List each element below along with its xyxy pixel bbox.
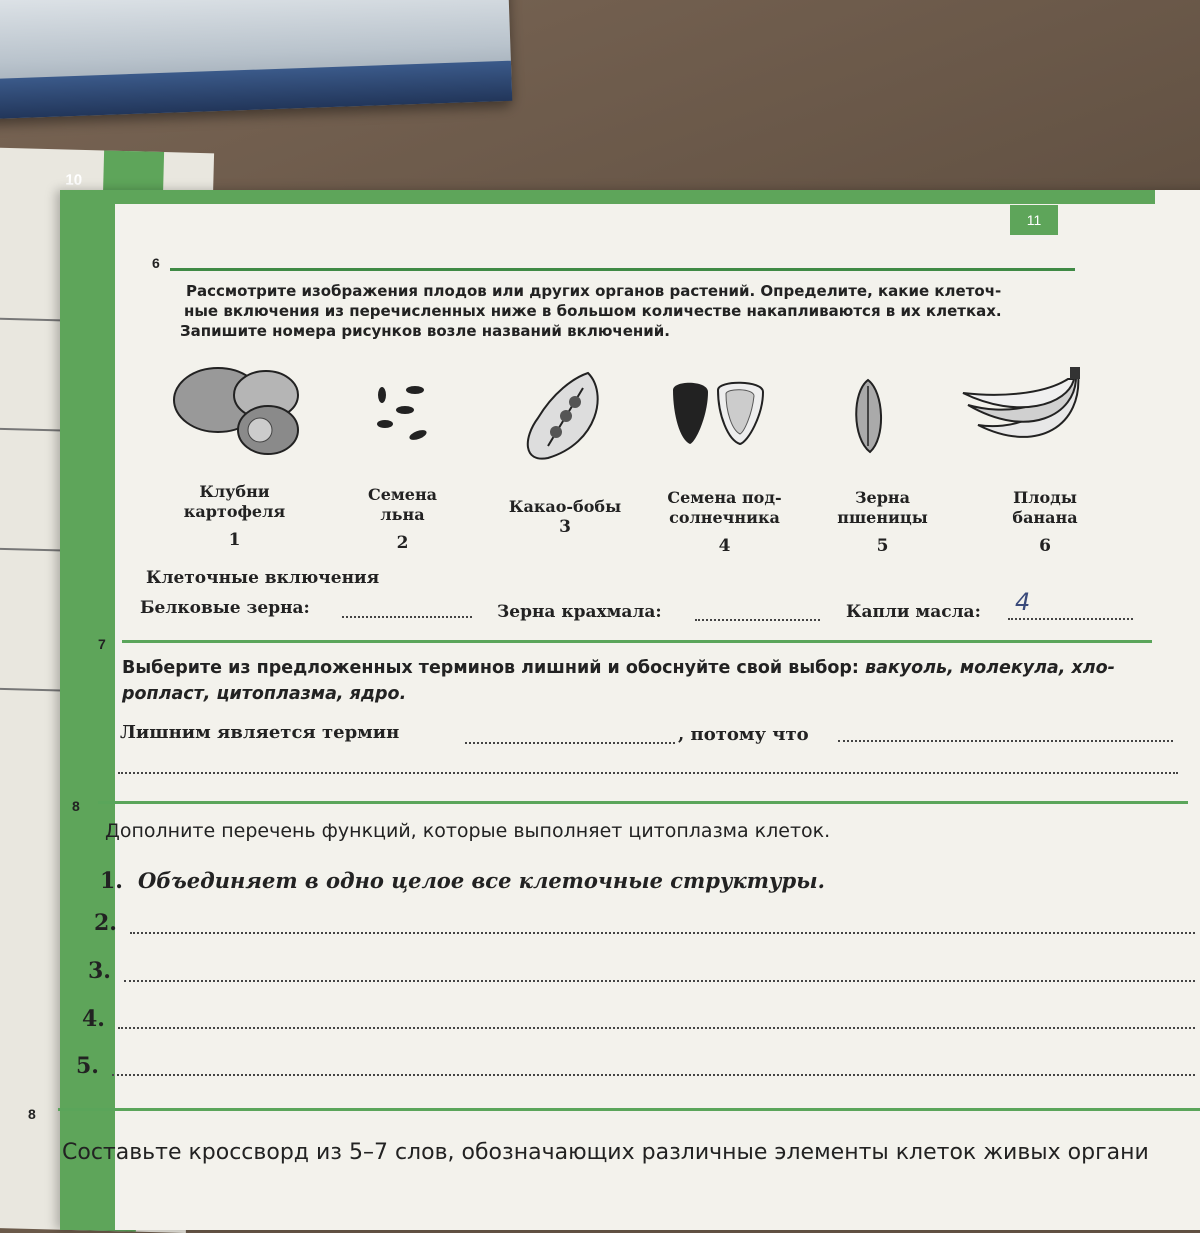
caption-flax xyxy=(345,485,460,553)
task8-item-number: 5. xyxy=(76,1053,99,1079)
wheat-grain-icon xyxy=(848,378,888,454)
task6-instruction-line3: Запишите номера рисунков возле названий включений. xyxy=(180,322,670,340)
caption-number: 4 xyxy=(718,536,731,556)
task7-number: 7 xyxy=(98,636,106,652)
task8-answer-line[interactable] xyxy=(124,980,1195,982)
task8-rule xyxy=(98,801,1188,804)
task6-instruction-line1: Рассмотрите изображения плодов или других органов растений. Определите, какие клеточ- xyxy=(186,282,1002,300)
task7-terms: вакуоль, молекула, хло- xyxy=(865,658,1115,678)
task8-item-number: 4. xyxy=(82,1006,105,1032)
caption-number: 6 xyxy=(1039,536,1051,556)
caption-line: солнечника xyxy=(669,508,780,527)
cocoa-pod-icon xyxy=(518,368,608,463)
task7-instruction: Выберите из предложенных терминов лишний и обоснуйте свой выбор: xyxy=(122,658,865,678)
task6-rule xyxy=(170,268,1075,271)
task8-instruction: Дополните перечень функций, которые выполняет цитоплазма клеток. xyxy=(105,820,831,842)
task6-number: 6 xyxy=(152,255,160,271)
task9-number: 8 xyxy=(28,1106,36,1122)
protein-grains-answer-line[interactable] xyxy=(342,616,472,618)
caption-line: пшеницы xyxy=(837,508,928,527)
task7-terms-line2: ропласт, цитоплазма, ядро. xyxy=(122,684,407,704)
caption-banana xyxy=(990,488,1100,556)
task8-answer-line[interactable] xyxy=(130,932,1195,934)
task8-answer-line[interactable] xyxy=(118,1027,1195,1029)
left-page-number: 10 xyxy=(65,171,83,189)
task8-number: 8 xyxy=(72,798,80,814)
caption-wheat xyxy=(820,488,945,556)
caption-number: 2 xyxy=(396,533,409,553)
task7-rule xyxy=(122,640,1152,643)
task8-item-number: 2. xyxy=(94,910,117,936)
caption-potato xyxy=(172,482,297,550)
page-green-top xyxy=(115,190,1155,204)
task7-answer-middle: , потому что xyxy=(678,724,809,745)
task7-answer-prefix: Лишним является термин xyxy=(120,722,400,743)
task7-reason-answer-line[interactable] xyxy=(838,740,1173,742)
task8-item-number: 3. xyxy=(88,958,111,984)
caption-line: Плоды xyxy=(1013,488,1077,507)
task7-instruction-line1 xyxy=(122,658,1115,678)
page-number: 11 xyxy=(1010,205,1058,235)
starch-grains-answer-line[interactable] xyxy=(695,619,820,621)
caption-line: Зерна xyxy=(855,488,910,507)
sunflower-seed-icon xyxy=(668,380,768,450)
book-on-table xyxy=(0,0,512,119)
caption-number: 1 xyxy=(228,530,241,550)
task7-term-answer-line[interactable] xyxy=(465,742,675,744)
caption-line: льна xyxy=(380,505,425,524)
banana-icon xyxy=(958,365,1088,460)
starch-grains-label: Зерна крахмала: xyxy=(497,602,662,622)
potato-icon xyxy=(168,360,308,460)
task9-instruction: Составьте кроссворд из 5–7 слов, обозначающих различные элементы клеток живых органи xyxy=(62,1140,1149,1165)
flax-seeds-icon xyxy=(370,380,440,450)
caption-line: Клубни xyxy=(199,482,270,501)
task6-instruction-line2: ные включения из перечисленных ниже в большом количестве накапливаются в их клетках. xyxy=(184,302,1002,320)
task8-answer-line[interactable] xyxy=(112,1074,1195,1076)
oil-drops-answer-line[interactable] xyxy=(1008,618,1133,620)
caption-line: Какао-бобы xyxy=(508,497,622,516)
task9-rule xyxy=(58,1108,1200,1111)
caption-line: Семена под- xyxy=(667,488,782,507)
caption-line: Семена xyxy=(367,485,438,504)
caption-number: 5 xyxy=(876,536,889,556)
caption-line: банана xyxy=(1012,508,1078,527)
task7-reason-answer-line-2[interactable] xyxy=(118,772,1178,774)
inclusions-title: Клеточные включения xyxy=(146,568,380,588)
caption-line: картофеля xyxy=(183,502,286,521)
oil-drops-answer: 4 xyxy=(1015,588,1031,616)
caption-sunflower xyxy=(652,488,797,556)
task8-item-number: 1. xyxy=(100,868,123,894)
oil-drops-label: Капли масла: xyxy=(846,602,981,622)
task8-item-text: Объединяет в одно целое все клеточные структуры. xyxy=(138,868,825,893)
caption-number: 3 xyxy=(559,517,571,537)
protein-grains-label: Белковые зерна: xyxy=(140,598,310,618)
caption-cocoa xyxy=(495,497,635,537)
